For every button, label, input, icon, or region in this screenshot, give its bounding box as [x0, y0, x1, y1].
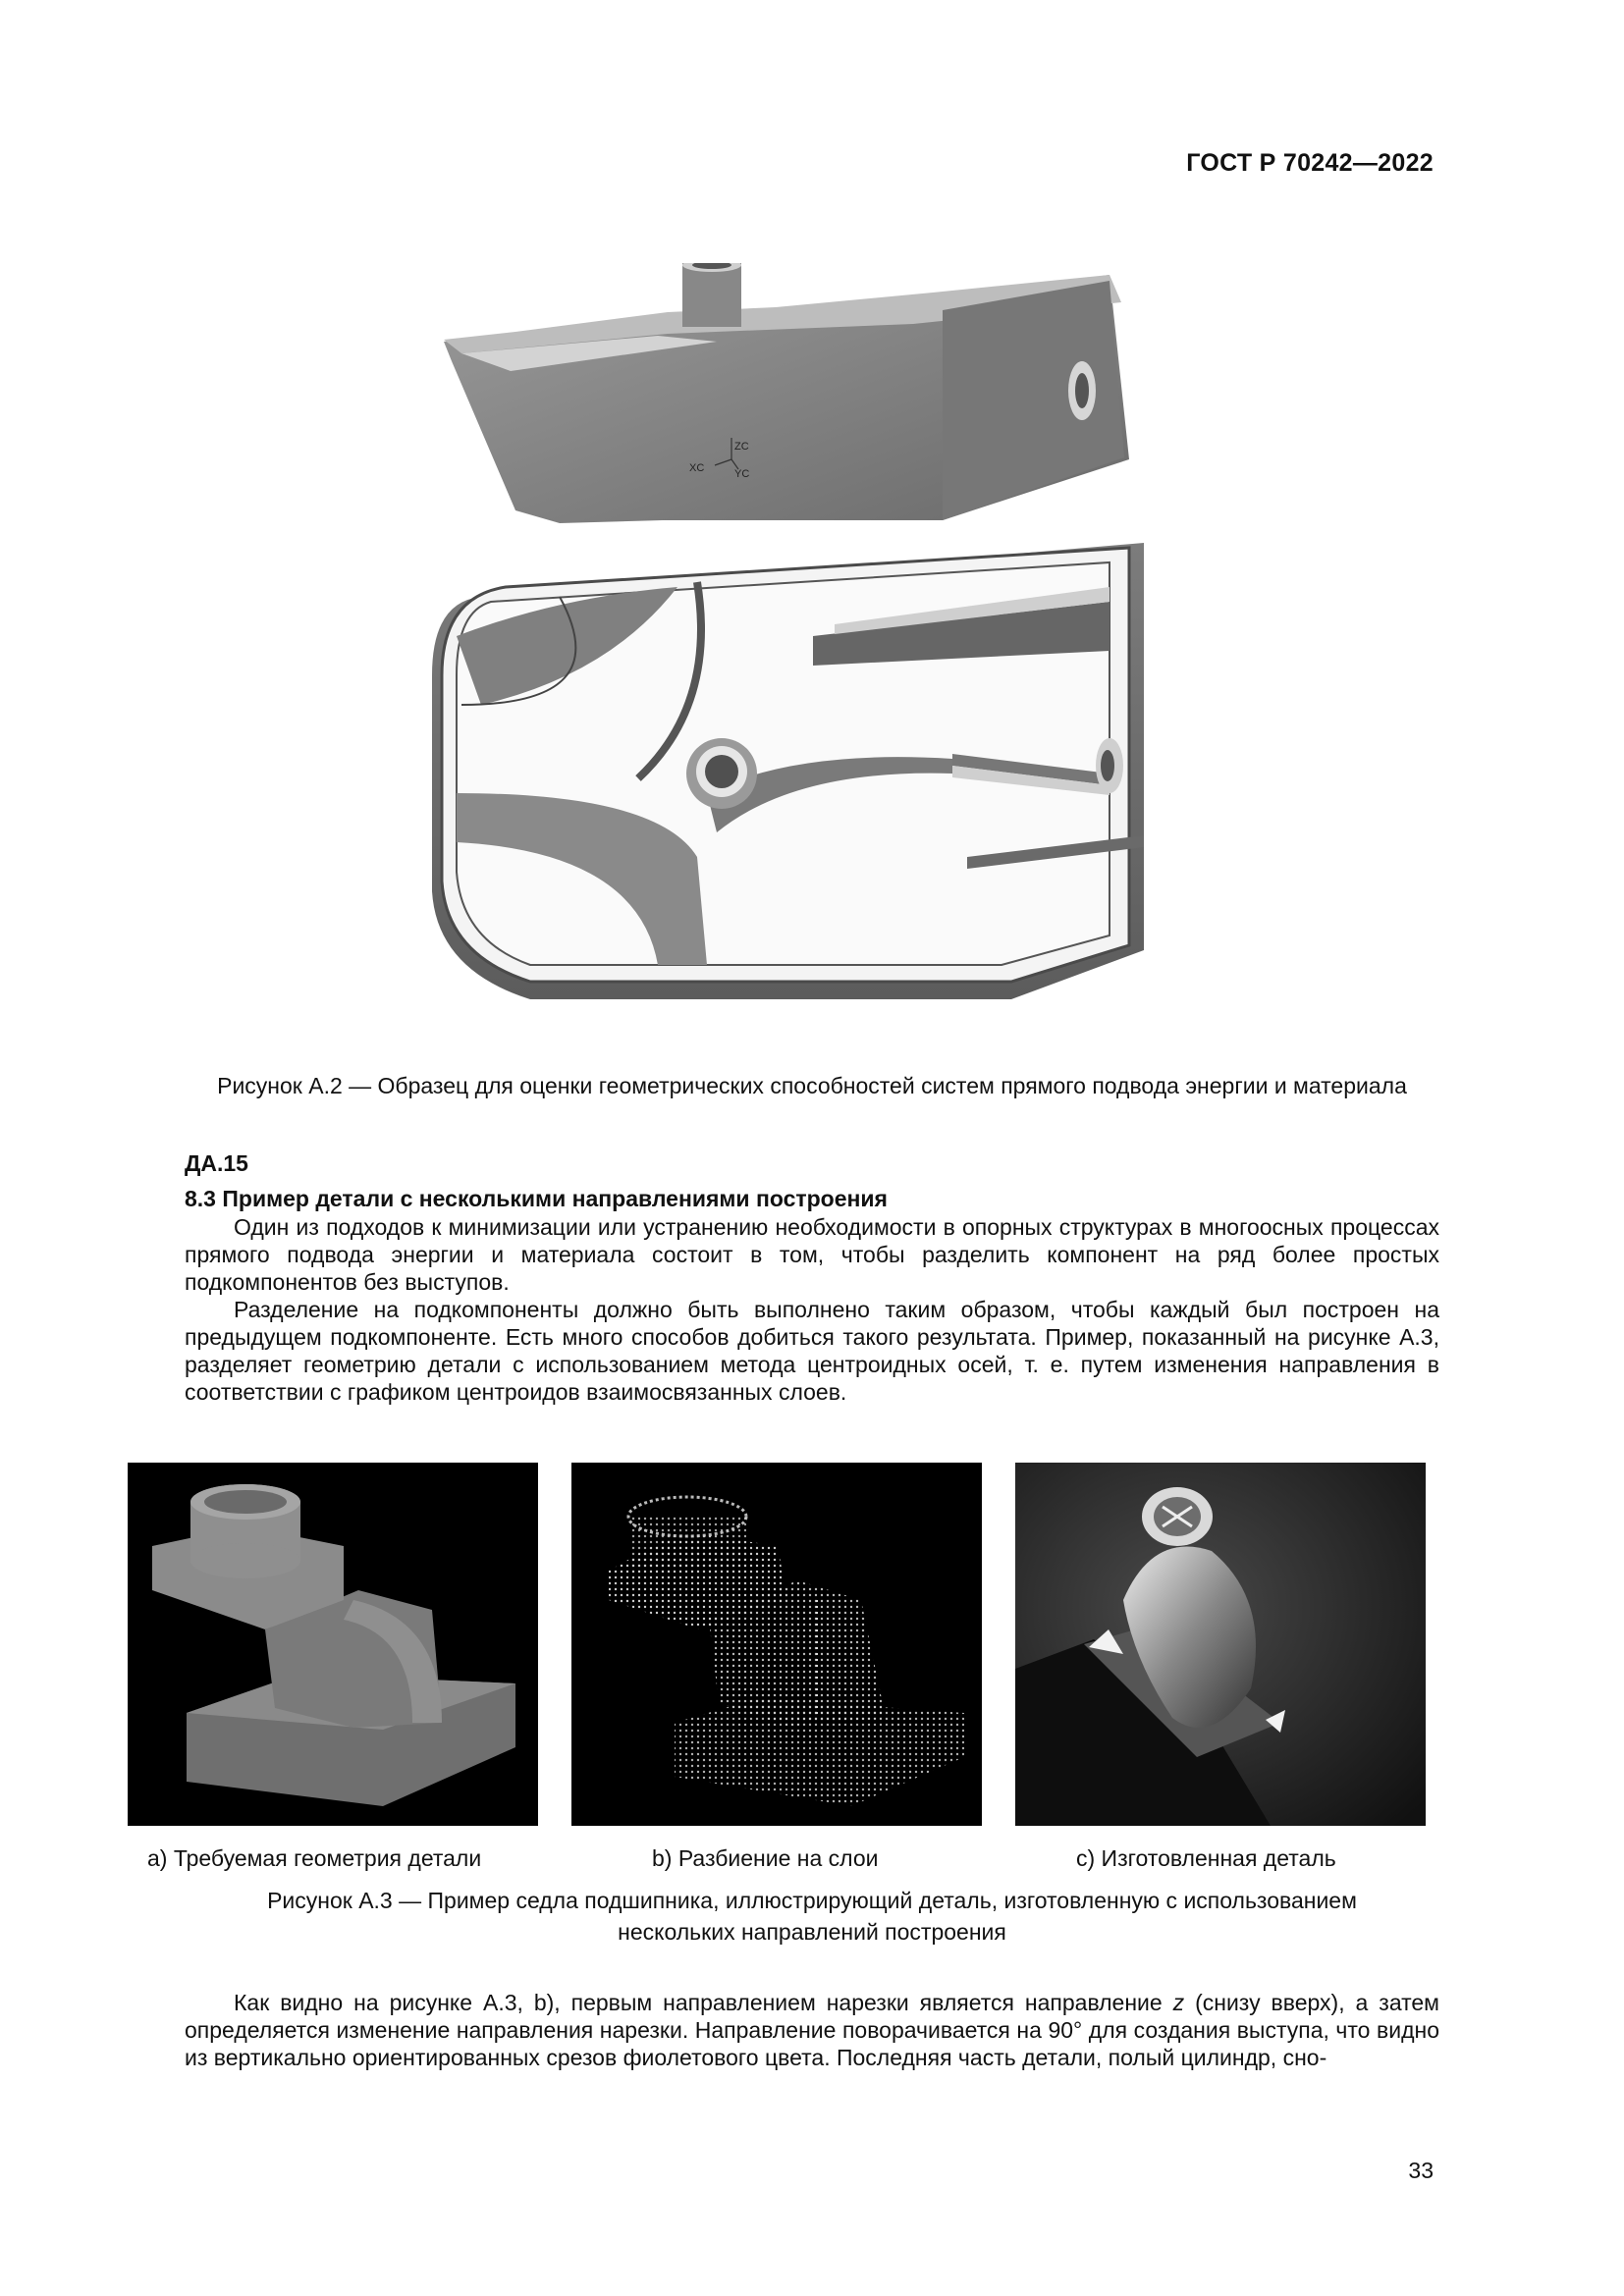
- subcaption-b: b) Разбиение на слои: [652, 1845, 879, 1871]
- figure-a2-caption: Рисунок А.2 — Образец для оценки геометрических способностей систем прямого подвода энергии и материала: [217, 1073, 1407, 1098]
- figure-a3b-image: [571, 1463, 982, 1826]
- axis-label-yc: YC: [734, 468, 750, 480]
- figure-a3c-photo: [1015, 1463, 1426, 1826]
- section-body: [185, 1213, 1439, 1406]
- paragraph-1: Один из подходов к минимизации или устранению необходимости в опорных структурах в многоосных процессах прямого подвода энергии и материала состоит в том, чтобы разделить компонент на ряд более простых подкомпонентов без выступов.: [185, 1214, 1439, 1295]
- closing-text-2: (снизу вверх), а затем определяется изменение направления нарезки. Направление поворачивается на 90° для создания выступа, что видно из вертикально ориентированных срезов фиолетового цвета. Последняя часть детали, полый цилиндр, сно-: [185, 1990, 1439, 2070]
- closing-paragraph: [185, 1989, 1439, 2071]
- subcaption-a: a) Требуемая геометрия детали: [147, 1845, 482, 1871]
- subcaption-c: c) Изготовленная деталь: [1076, 1845, 1336, 1871]
- closing-body: [185, 1989, 1439, 2071]
- axis-label-zc: ZC: [734, 441, 749, 453]
- section-id: ДА.15: [185, 1150, 248, 1176]
- upper-component: [444, 263, 1129, 523]
- figure-a3-caption-line-2: нескольких направлений построения: [618, 1919, 1006, 1945]
- figure-a3-caption-line-1: Рисунок А.3 — Пример седла подшипника, иллюстрирующий деталь, изготовленную с использованием: [267, 1888, 1357, 1913]
- closing-z-italic: z: [1172, 1990, 1185, 2015]
- page-number: 33: [1408, 2158, 1434, 2183]
- figure-a2-image: [422, 263, 1149, 1031]
- paragraph-2: Разделение на подкомпоненты должно быть выполнено таким образом, чтобы каждый был построен на предыдущем подкомпоненте. Есть много способов добиться такого результата. Пример, показанный на рисунке А.3, разделяет геометрию детали с использованием метода центроидных осей, т. е. путем изменения направления в соответствии с графиком центроидов взаимосвязанных слоев.: [185, 1297, 1439, 1405]
- lower-component: [432, 543, 1144, 999]
- figure-a3a-image: [128, 1463, 538, 1826]
- closing-text-1: Как видно на рисунке А.3, b), первым направлением нарезки является направление: [234, 1990, 1173, 2015]
- axis-label-xc: XC: [689, 462, 705, 474]
- document-code: ГОСТ Р 70242—2022: [1186, 149, 1434, 177]
- figure-a3-caption: [128, 1885, 1496, 1948]
- section-heading: 8.3 Пример детали с несколькими направлениями построения: [185, 1186, 888, 1211]
